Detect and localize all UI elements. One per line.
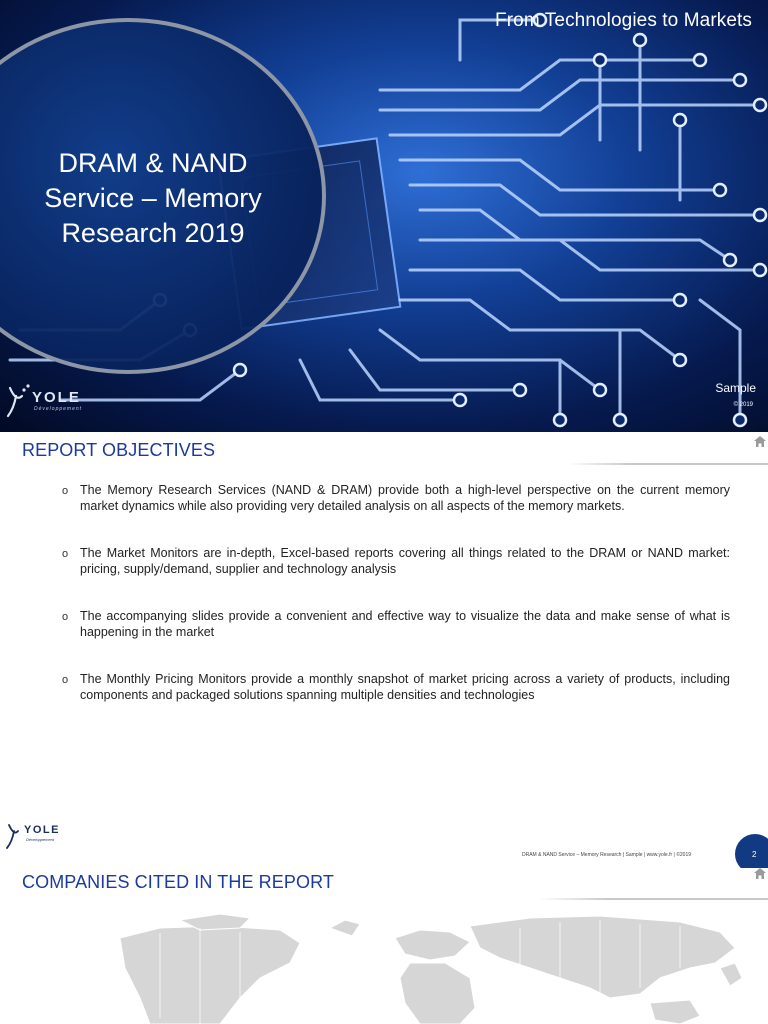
bullet-marker: o [62, 674, 69, 686]
home-icon[interactable] [754, 436, 766, 447]
bullet-marker: o [62, 548, 69, 560]
section-heading: REPORT OBJECTIVES [22, 440, 216, 460]
footer-logo-wordmark: YOLE [24, 824, 60, 836]
world-map [0, 908, 768, 1024]
list-item [62, 608, 730, 640]
heading-rule [568, 463, 768, 465]
companies-slide [0, 868, 768, 1024]
objectives-list [62, 482, 730, 734]
bullet-marker: o [62, 485, 69, 497]
copyright-label: © 2019 [733, 402, 753, 408]
cover-tagline: From Technologies to Markets [495, 10, 752, 31]
cover-title-line-3: Research 2019 [61, 218, 245, 248]
list-item-text: The Memory Research Services (NAND & DRAM) provide both a high-level perspective on the current memory market dynamics while also providing very detailed analysis on all aspects of the memory markets. [80, 483, 730, 513]
heading-rule [538, 898, 768, 900]
bullet-marker: o [62, 611, 69, 623]
list-item-text: The Monthly Pricing Monitors provide a monthly snapshot of market pricing across a variety of products, including components and packaged solutions spanning multiple densities and technologies [80, 672, 730, 702]
footer-text: DRAM & NAND Service – Memory Research | Sample | www.yole.fr | ©2019 [522, 852, 692, 858]
footer-yole-logo [6, 820, 76, 850]
cover-title-line-1: DRAM & NAND [58, 148, 248, 178]
page-number: 2 [752, 850, 757, 859]
list-item-text: The Market Monitors are in-depth, Excel-based reports covering all things related to the DRAM or NAND market: pricing, supply/demand, supplier and technology analysis [80, 546, 730, 576]
list-item-text: The accompanying slides provide a convenient and effective way to visualize the data and make sense of what is happening in the market [80, 609, 730, 639]
yole-logo-mark [6, 820, 26, 850]
list-item [62, 545, 730, 577]
home-icon[interactable] [754, 868, 766, 879]
list-item [62, 482, 730, 514]
footer-logo-subtitle: Développement [26, 837, 55, 842]
logo-subtitle: Développement [34, 406, 83, 412]
cover-title [0, 146, 306, 251]
report-objectives-slide [0, 432, 768, 868]
cover-slide [0, 0, 768, 432]
sample-label: Sample [715, 381, 756, 395]
list-item [62, 671, 730, 703]
section-heading: COMPANIES CITED IN THE REPORT [22, 872, 334, 892]
cover-title-line-2: Service – Memory [44, 183, 262, 213]
logo-wordmark: YOLE [32, 389, 81, 406]
yole-logo [6, 382, 116, 418]
yole-logo-mark [6, 382, 32, 418]
